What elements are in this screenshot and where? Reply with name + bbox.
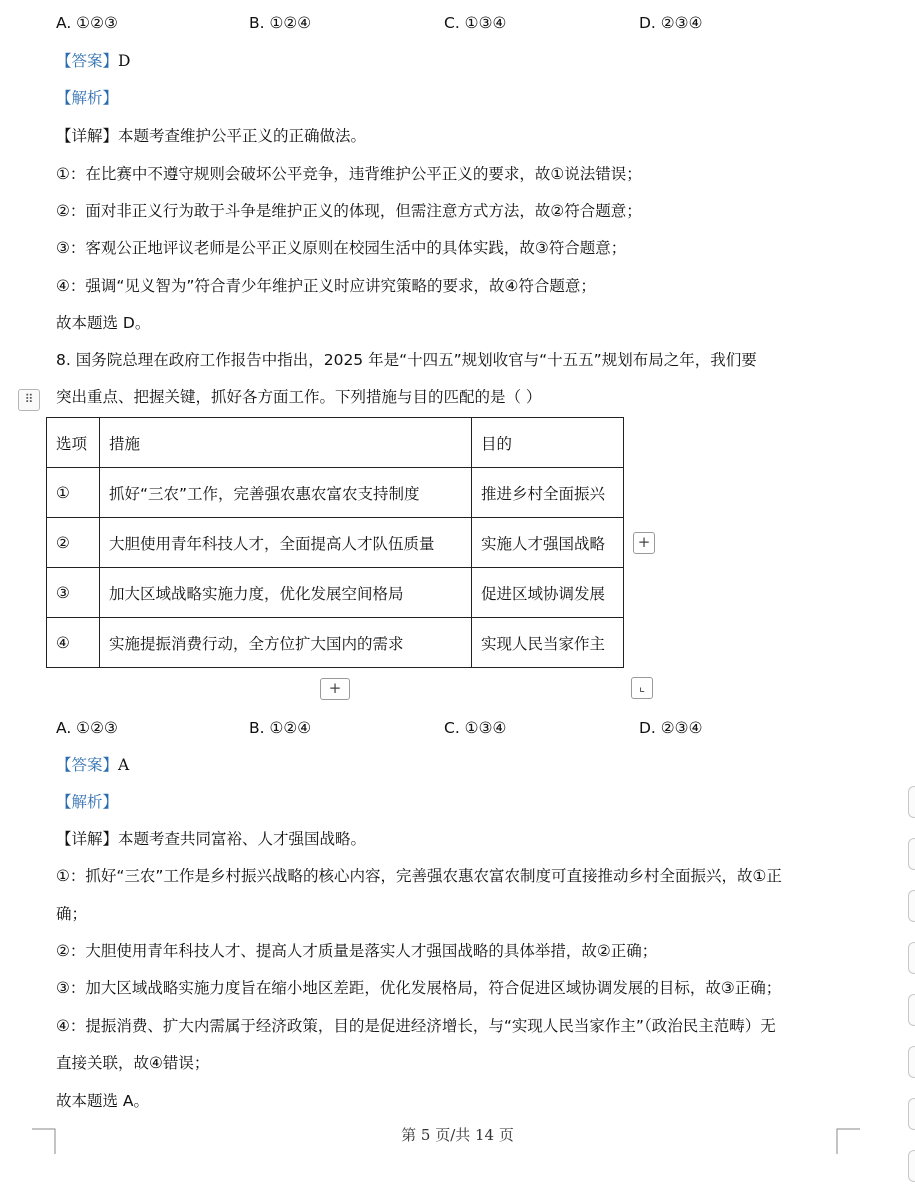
table-cell-purpose: 实现人民当家作主 [472,618,624,668]
q7-option-a: A. ①②③ [56,14,118,32]
q8-analysis-tag: 【解析】 [56,793,119,811]
table-cell-measure: 大胆使用青年科技人才，全面提高人才队伍质量 [100,518,472,568]
q8-option-a: A. ①②③ [56,719,118,737]
add-row-button[interactable]: + [320,678,350,700]
q8-option-b: B. ①②④ [249,719,312,737]
q8-stem-line-1: 8. 国务院总理在政府工作报告中指出，2025 年是“十四五”规划收官与“十五五”规划布局之年，我们要 [56,351,757,369]
q8-conclusion: 故本题选 A。 [56,1092,150,1110]
q7-point-4: ④：强调“见义智为”符合青少年维护正义时应讲究策略的要求，故④符合题意； [56,277,596,295]
q8-answer-tag: 【答案】 [56,756,119,774]
table-header-option: 选项 [47,418,100,468]
side-tab[interactable] [908,838,915,870]
q7-answer-value: D [118,52,131,70]
side-tab[interactable] [908,1098,915,1130]
resize-table-icon[interactable]: ⌞ [631,677,653,699]
q8-point-4-line-1: ④：提振消费、扩大内需属于经济政策，目的是促进经济增长，与“实现人民当家作主”（政治民主范畴）无 [56,1017,776,1035]
table-cell-option: ③ [47,568,100,618]
q8-table [46,417,624,668]
q8-option-d: D. ②③④ [639,719,703,737]
table-header-purpose: 目的 [472,418,624,468]
q7-conclusion: 故本题选 D。 [56,314,151,332]
q7-options [56,12,756,34]
q7-point-3: ③：客观公正地评议老师是公平正义原则在校园生活中的具体实践，故③符合题意； [56,239,627,257]
table-row [47,468,624,518]
table-cell-purpose: 推进乡村全面振兴 [472,468,624,518]
q7-answer [56,50,130,72]
q8-option-c: C. ①③④ [444,719,507,737]
q7-point-2: ②：面对非正义行为敢于斗争是维护正义的体现，但需注意方式方法，故②符合题意； [56,202,642,220]
q8-answer-value: A [118,756,130,774]
side-tab[interactable] [908,942,915,974]
side-tab[interactable] [908,1046,915,1078]
drag-handle-icon[interactable]: ⠿ [18,389,40,411]
q7-point-1: ①：在比赛中不遵守规则会破坏公平竞争，违背维护公平正义的要求，故①说法错误； [56,165,642,183]
table-row [47,568,624,618]
q8-point-2: ②：大胆使用青年科技人才、提高人才质量是落实人才强国战略的具体举措，故②正确； [56,942,658,960]
q7-option-c: C. ①③④ [444,14,507,32]
q7-option-d: D. ②③④ [639,14,703,32]
q8-point-3: ③：加大区域战略实施力度旨在缩小地区差距，优化发展格局，符合促进区域协调发展的目标，故③正确； [56,979,782,997]
q8-options [56,717,756,739]
side-tab[interactable] [908,1150,915,1182]
page-number: 第 5 页/共 14 页 [401,1126,514,1144]
table-cell-purpose: 促进区域协调发展 [472,568,624,618]
q7-analysis-tag: 【解析】 [56,89,119,107]
side-tab[interactable] [908,890,915,922]
q8-detail-intro: 【详解】本题考查共同富裕、人才强国战略。 [56,830,367,848]
add-column-button[interactable]: + [633,532,655,554]
q7-detail-intro: 【详解】本题考查维护公平正义的正确做法。 [56,127,367,145]
table-header-row [47,418,624,468]
table-cell-option: ④ [47,618,100,668]
table-cell-purpose: 实施人才强国战略 [472,518,624,568]
q8-stem-line-2: 突出重点、把握关键，抓好各方面工作。下列措施与目的匹配的是（ ） [56,388,542,406]
table-cell-option: ① [47,468,100,518]
q8-answer [56,754,129,776]
table-cell-measure: 实施提振消费行动，全方位扩大国内的需求 [100,618,472,668]
q7-option-b: B. ①②④ [249,14,312,32]
q8-point-1-line-1: ①：抓好“三农”工作是乡村振兴战略的核心内容，完善强农惠农富农制度可直接推动乡村全面振兴，故①正 [56,867,782,885]
table-cell-option: ② [47,518,100,568]
q8-point-1-line-2: 确； [56,905,88,923]
table-cell-measure: 加大区域战略实施力度，优化发展空间格局 [100,568,472,618]
table-cell-measure: 抓好“三农”工作，完善强农惠农富农支持制度 [100,468,472,518]
side-tab[interactable] [908,994,915,1026]
table-row [47,618,624,668]
q7-answer-tag: 【答案】 [56,52,119,70]
q8-point-4-line-2: 直接关联，故④错误； [56,1054,210,1072]
side-tab[interactable] [908,786,915,818]
table-row [47,518,624,568]
table-header-measure: 措施 [100,418,472,468]
